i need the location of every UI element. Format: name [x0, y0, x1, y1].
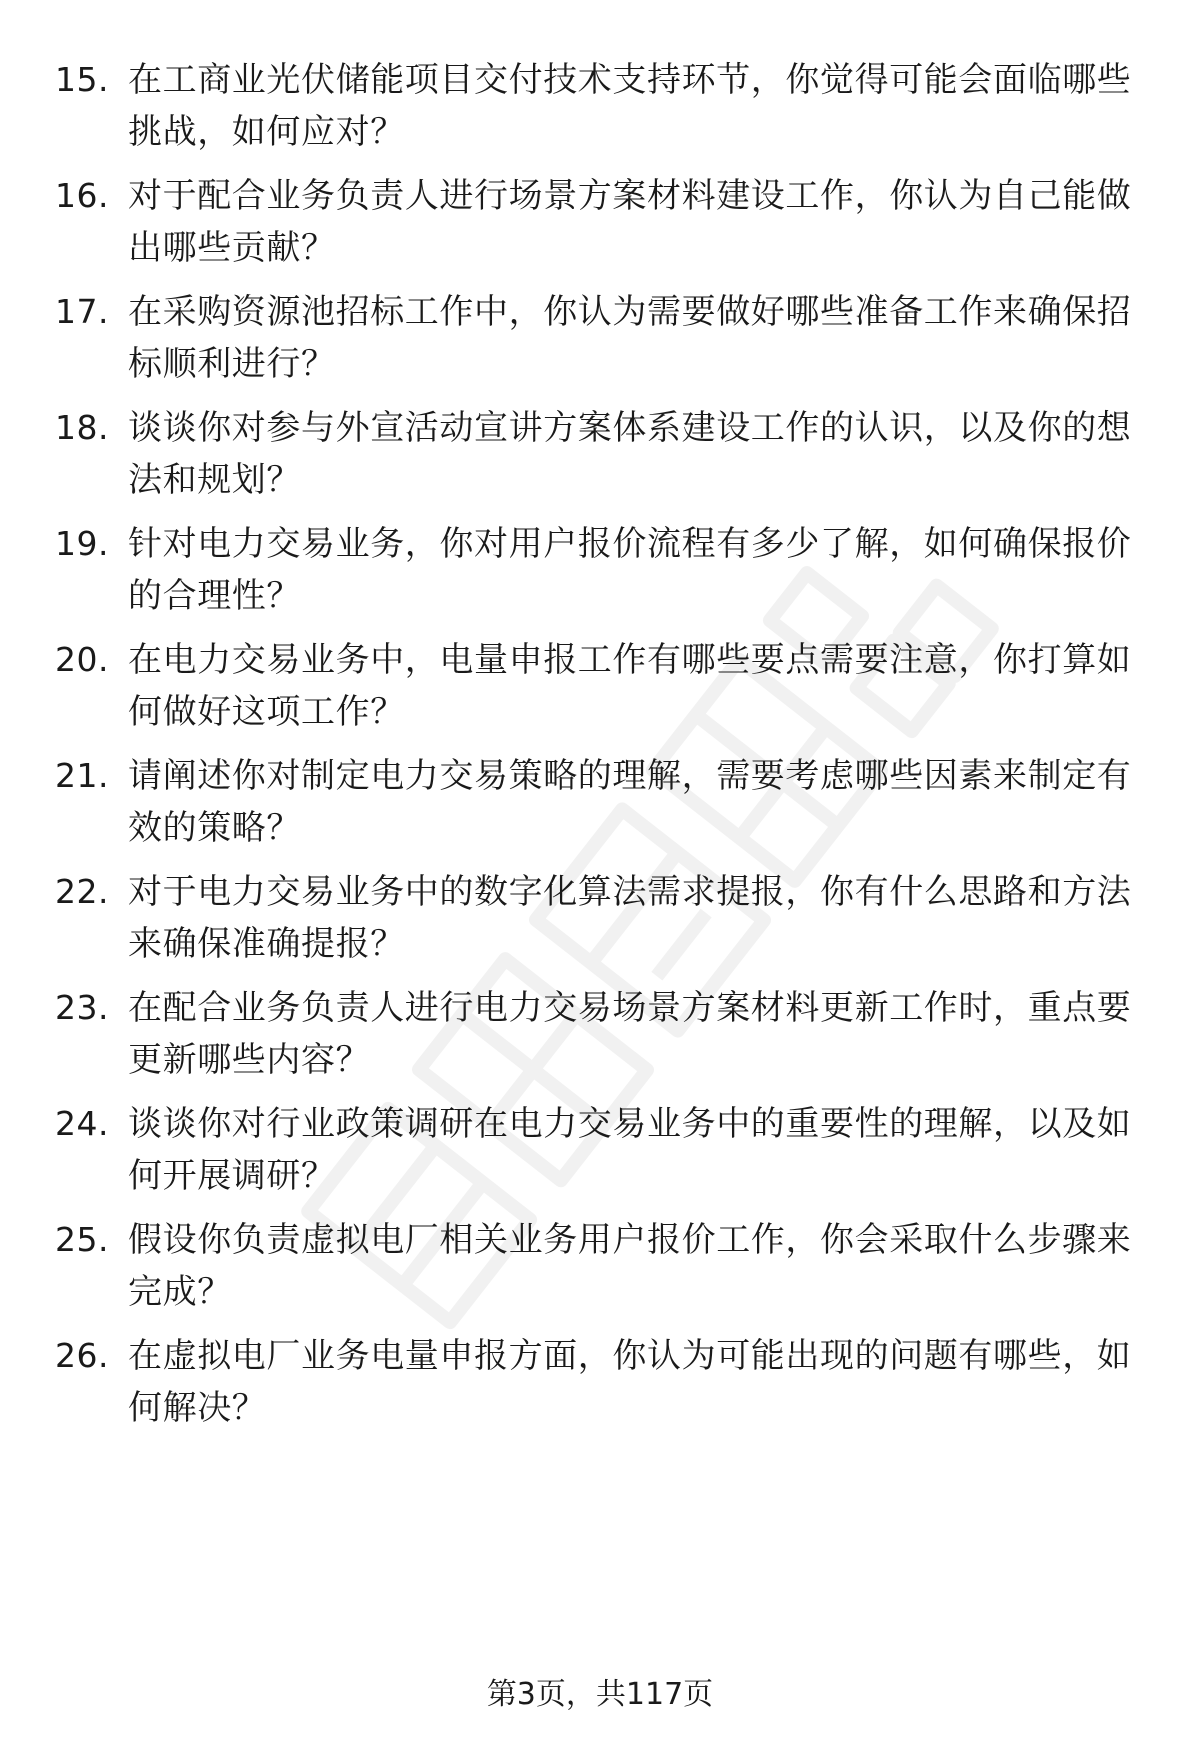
- question-text: 在配合业务负责人进行电力交易场景方案材料更新工作时，重点要更新哪些内容？: [128, 988, 1132, 1080]
- question-number: 18.: [55, 408, 109, 447]
- question-text: 请阐述你对制定电力交易策略的理解，需要考虑哪些因素来制定有效的策略？: [128, 756, 1132, 848]
- question-text: 针对电力交易业务，你对用户报价流程有多少了解，如何确保报价的合理性？: [128, 524, 1132, 616]
- question-item: [0, 982, 1200, 1082]
- question-number: 26.: [55, 1336, 109, 1375]
- question-text: 假设你负责虚拟电厂相关业务用户报价工作，你会采取什么步骤来完成？: [128, 1220, 1132, 1312]
- question-text: 在虚拟电厂业务电量申报方面，你认为可能出现的问题有哪些，如何解决？: [128, 1336, 1132, 1428]
- question-number: 20.: [55, 640, 109, 679]
- question-number: 22.: [55, 872, 109, 911]
- question-number: 21.: [55, 756, 109, 795]
- question-text: 谈谈你对参与外宣活动宣讲方案体系建设工作的认识，以及你的想法和规划？: [128, 408, 1132, 500]
- question-text: 对于电力交易业务中的数字化算法需求提报，你有什么思路和方法来确保准确提报？: [128, 872, 1132, 964]
- question-item: [0, 634, 1200, 734]
- question-number: 16.: [55, 176, 109, 215]
- question-text: 在采购资源池招标工作中，你认为需要做好哪些准备工作来确保招标顺利进行？: [128, 292, 1132, 384]
- question-text: 在工商业光伏储能项目交付技术支持环节，你觉得可能会面临哪些挑战，如何应对？: [128, 60, 1132, 152]
- question-item: [0, 1330, 1200, 1430]
- question-number: 23.: [55, 988, 109, 1027]
- question-item: [0, 54, 1200, 154]
- question-number: 25.: [55, 1220, 109, 1259]
- question-item: [0, 286, 1200, 386]
- question-item: [0, 750, 1200, 850]
- question-item: [0, 402, 1200, 502]
- question-text: 谈谈你对行业政策调研在电力交易业务中的重要性的理解，以及如何开展调研？: [128, 1104, 1132, 1196]
- question-item: [0, 518, 1200, 618]
- question-number: 24.: [55, 1104, 109, 1143]
- question-number: 19.: [55, 524, 109, 563]
- page-footer: 第3页，共117页: [486, 1677, 714, 1712]
- question-text: 在电力交易业务中，电量申报工作有哪些要点需要注意，你打算如何做好这项工作？: [128, 640, 1132, 732]
- question-number: 17.: [55, 292, 109, 331]
- question-item: [0, 1214, 1200, 1314]
- question-item: [0, 1098, 1200, 1198]
- question-item: [0, 866, 1200, 966]
- question-number: 15.: [55, 60, 109, 99]
- question-text: 对于配合业务负责人进行场景方案材料建设工作，你认为自己能做出哪些贡献？: [128, 176, 1132, 268]
- question-item: [0, 170, 1200, 270]
